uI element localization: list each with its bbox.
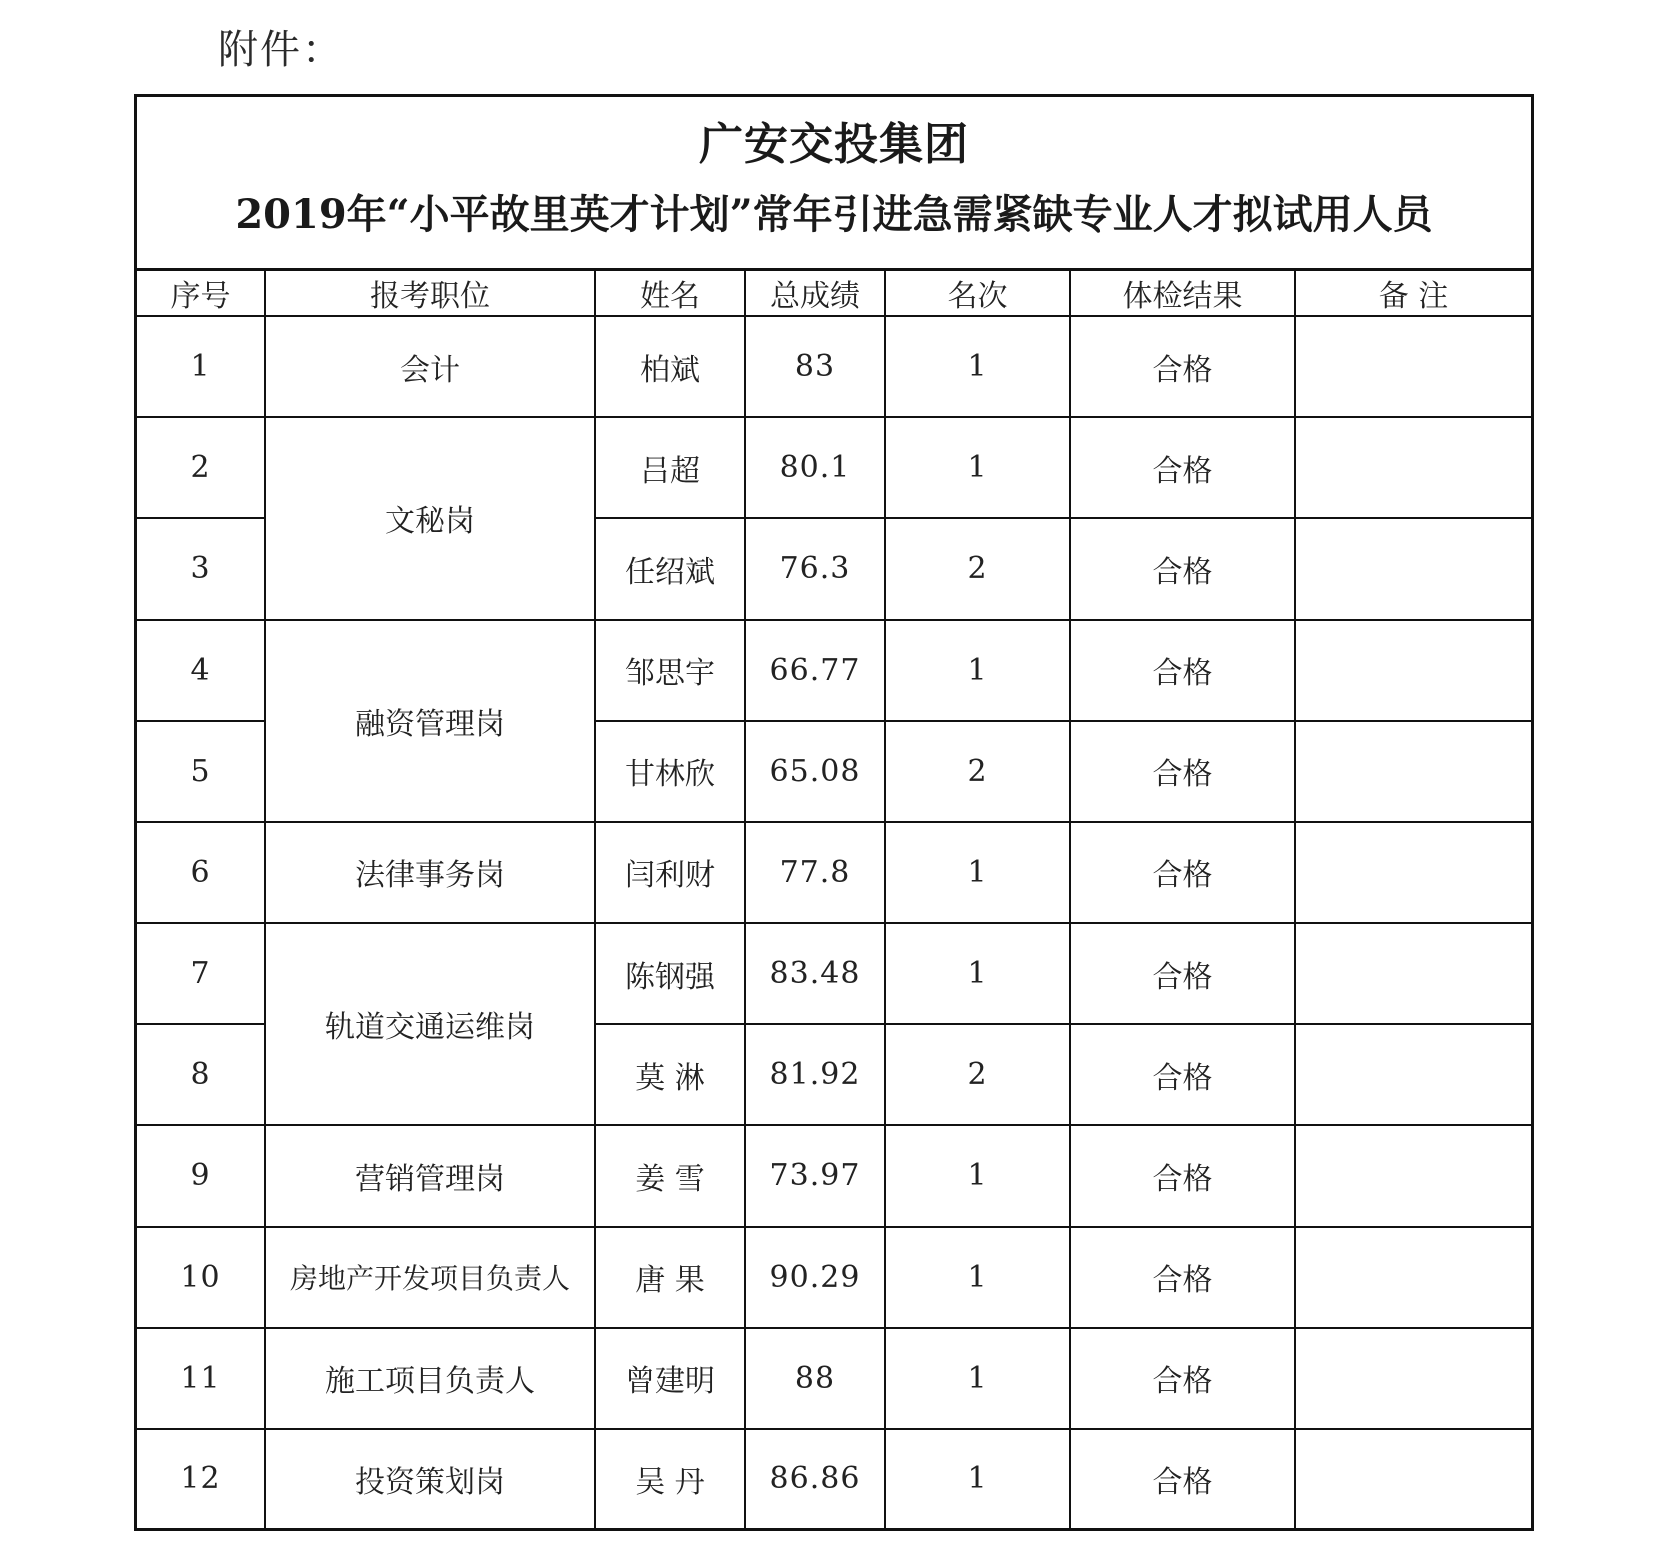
cell-note — [1295, 721, 1531, 822]
cell-score: 86.86 — [745, 1429, 885, 1528]
cell-name: 唐 果 — [595, 1227, 745, 1328]
cell-note — [1295, 1328, 1531, 1429]
cell-name: 姜 雪 — [595, 1125, 745, 1226]
cell-name: 曾建明 — [595, 1328, 745, 1429]
cell-position: 房地产开发项目负责人 — [265, 1227, 595, 1328]
cell-position: 营销管理岗 — [265, 1125, 595, 1226]
cell-exam: 合格 — [1070, 620, 1295, 721]
header-score: 总成绩 — [745, 271, 885, 316]
cell-name: 邹思宇 — [595, 620, 745, 721]
cell-note — [1295, 518, 1531, 619]
candidate-table — [137, 271, 1531, 1528]
cell-rank: 1 — [885, 620, 1070, 721]
cell-rank: 1 — [885, 316, 1070, 417]
header-note: 备 注 — [1295, 271, 1531, 316]
cell-name: 陈钢强 — [595, 923, 745, 1024]
cell-score: 76.3 — [745, 518, 885, 619]
cell-score: 88 — [745, 1328, 885, 1429]
cell-exam: 合格 — [1070, 1328, 1295, 1429]
cell-seq: 7 — [137, 923, 265, 1024]
cell-note — [1295, 822, 1531, 923]
cell-seq: 2 — [137, 417, 265, 518]
table-row — [137, 316, 1531, 417]
table-row — [137, 1125, 1531, 1226]
cell-score: 83.48 — [745, 923, 885, 1024]
header-exam: 体检结果 — [1070, 271, 1295, 316]
candidate-roster-sheet — [134, 94, 1534, 1531]
cell-rank: 1 — [885, 923, 1070, 1024]
title-block — [137, 97, 1531, 271]
cell-name: 任绍斌 — [595, 518, 745, 619]
cell-seq: 6 — [137, 822, 265, 923]
header-position: 报考职位 — [265, 271, 595, 316]
cell-name: 吴 丹 — [595, 1429, 745, 1528]
cell-seq: 8 — [137, 1024, 265, 1125]
cell-score: 73.97 — [745, 1125, 885, 1226]
cell-name: 吕超 — [595, 417, 745, 518]
cell-position: 轨道交通运维岗 — [265, 923, 595, 1125]
table-row — [137, 1328, 1531, 1429]
cell-note — [1295, 1125, 1531, 1226]
cell-name: 莫 淋 — [595, 1024, 745, 1125]
cell-exam: 合格 — [1070, 417, 1295, 518]
table-row — [137, 1227, 1531, 1328]
cell-seq: 9 — [137, 1125, 265, 1226]
cell-seq: 1 — [137, 316, 265, 417]
header-name: 姓名 — [595, 271, 745, 316]
table-body — [137, 316, 1531, 1528]
header-seq: 序号 — [137, 271, 265, 316]
cell-score: 77.8 — [745, 822, 885, 923]
cell-position: 法律事务岗 — [265, 822, 595, 923]
cell-position: 融资管理岗 — [265, 620, 595, 822]
document-title-organization: 广安交投集团 — [699, 119, 969, 170]
cell-score: 65.08 — [745, 721, 885, 822]
cell-rank: 1 — [885, 1227, 1070, 1328]
cell-rank: 2 — [885, 721, 1070, 822]
cell-exam: 合格 — [1070, 1125, 1295, 1226]
table-row — [137, 923, 1531, 1024]
cell-score: 90.29 — [745, 1227, 885, 1328]
cell-exam: 合格 — [1070, 721, 1295, 822]
cell-position: 投资策划岗 — [265, 1429, 595, 1528]
cell-exam: 合格 — [1070, 1227, 1295, 1328]
cell-seq: 10 — [137, 1227, 265, 1328]
cell-exam: 合格 — [1070, 518, 1295, 619]
cell-name: 闫利财 — [595, 822, 745, 923]
cell-seq: 4 — [137, 620, 265, 721]
cell-rank: 1 — [885, 417, 1070, 518]
table-row — [137, 822, 1531, 923]
table-row — [137, 1429, 1531, 1528]
cell-score: 81.92 — [745, 1024, 885, 1125]
cell-rank: 2 — [885, 518, 1070, 619]
cell-position: 会计 — [265, 316, 595, 417]
header-rank: 名次 — [885, 271, 1070, 316]
cell-seq: 12 — [137, 1429, 265, 1528]
cell-note — [1295, 1024, 1531, 1125]
cell-seq: 11 — [137, 1328, 265, 1429]
cell-rank: 1 — [885, 822, 1070, 923]
table-row — [137, 620, 1531, 721]
cell-note — [1295, 316, 1531, 417]
document-title-program: 2019年“小平故里英才计划”常年引进急需紧缺专业人才拟试用人员 — [235, 191, 1433, 238]
cell-exam: 合格 — [1070, 1024, 1295, 1125]
cell-rank: 1 — [885, 1429, 1070, 1528]
cell-note — [1295, 1227, 1531, 1328]
cell-note — [1295, 620, 1531, 721]
table-header-row — [137, 271, 1531, 316]
cell-name: 柏斌 — [595, 316, 745, 417]
cell-rank: 1 — [885, 1125, 1070, 1226]
cell-seq: 3 — [137, 518, 265, 619]
cell-exam: 合格 — [1070, 923, 1295, 1024]
cell-note — [1295, 923, 1531, 1024]
cell-rank: 1 — [885, 1328, 1070, 1429]
cell-rank: 2 — [885, 1024, 1070, 1125]
cell-note — [1295, 417, 1531, 518]
cell-score: 80.1 — [745, 417, 885, 518]
cell-score: 83 — [745, 316, 885, 417]
attachment-label: 附件： — [218, 27, 344, 73]
cell-name: 甘林欣 — [595, 721, 745, 822]
cell-note — [1295, 1429, 1531, 1528]
cell-position: 施工项目负责人 — [265, 1328, 595, 1429]
cell-position: 文秘岗 — [265, 417, 595, 619]
cell-exam: 合格 — [1070, 316, 1295, 417]
cell-exam: 合格 — [1070, 1429, 1295, 1528]
cell-seq: 5 — [137, 721, 265, 822]
cell-score: 66.77 — [745, 620, 885, 721]
cell-exam: 合格 — [1070, 822, 1295, 923]
table-row — [137, 417, 1531, 518]
